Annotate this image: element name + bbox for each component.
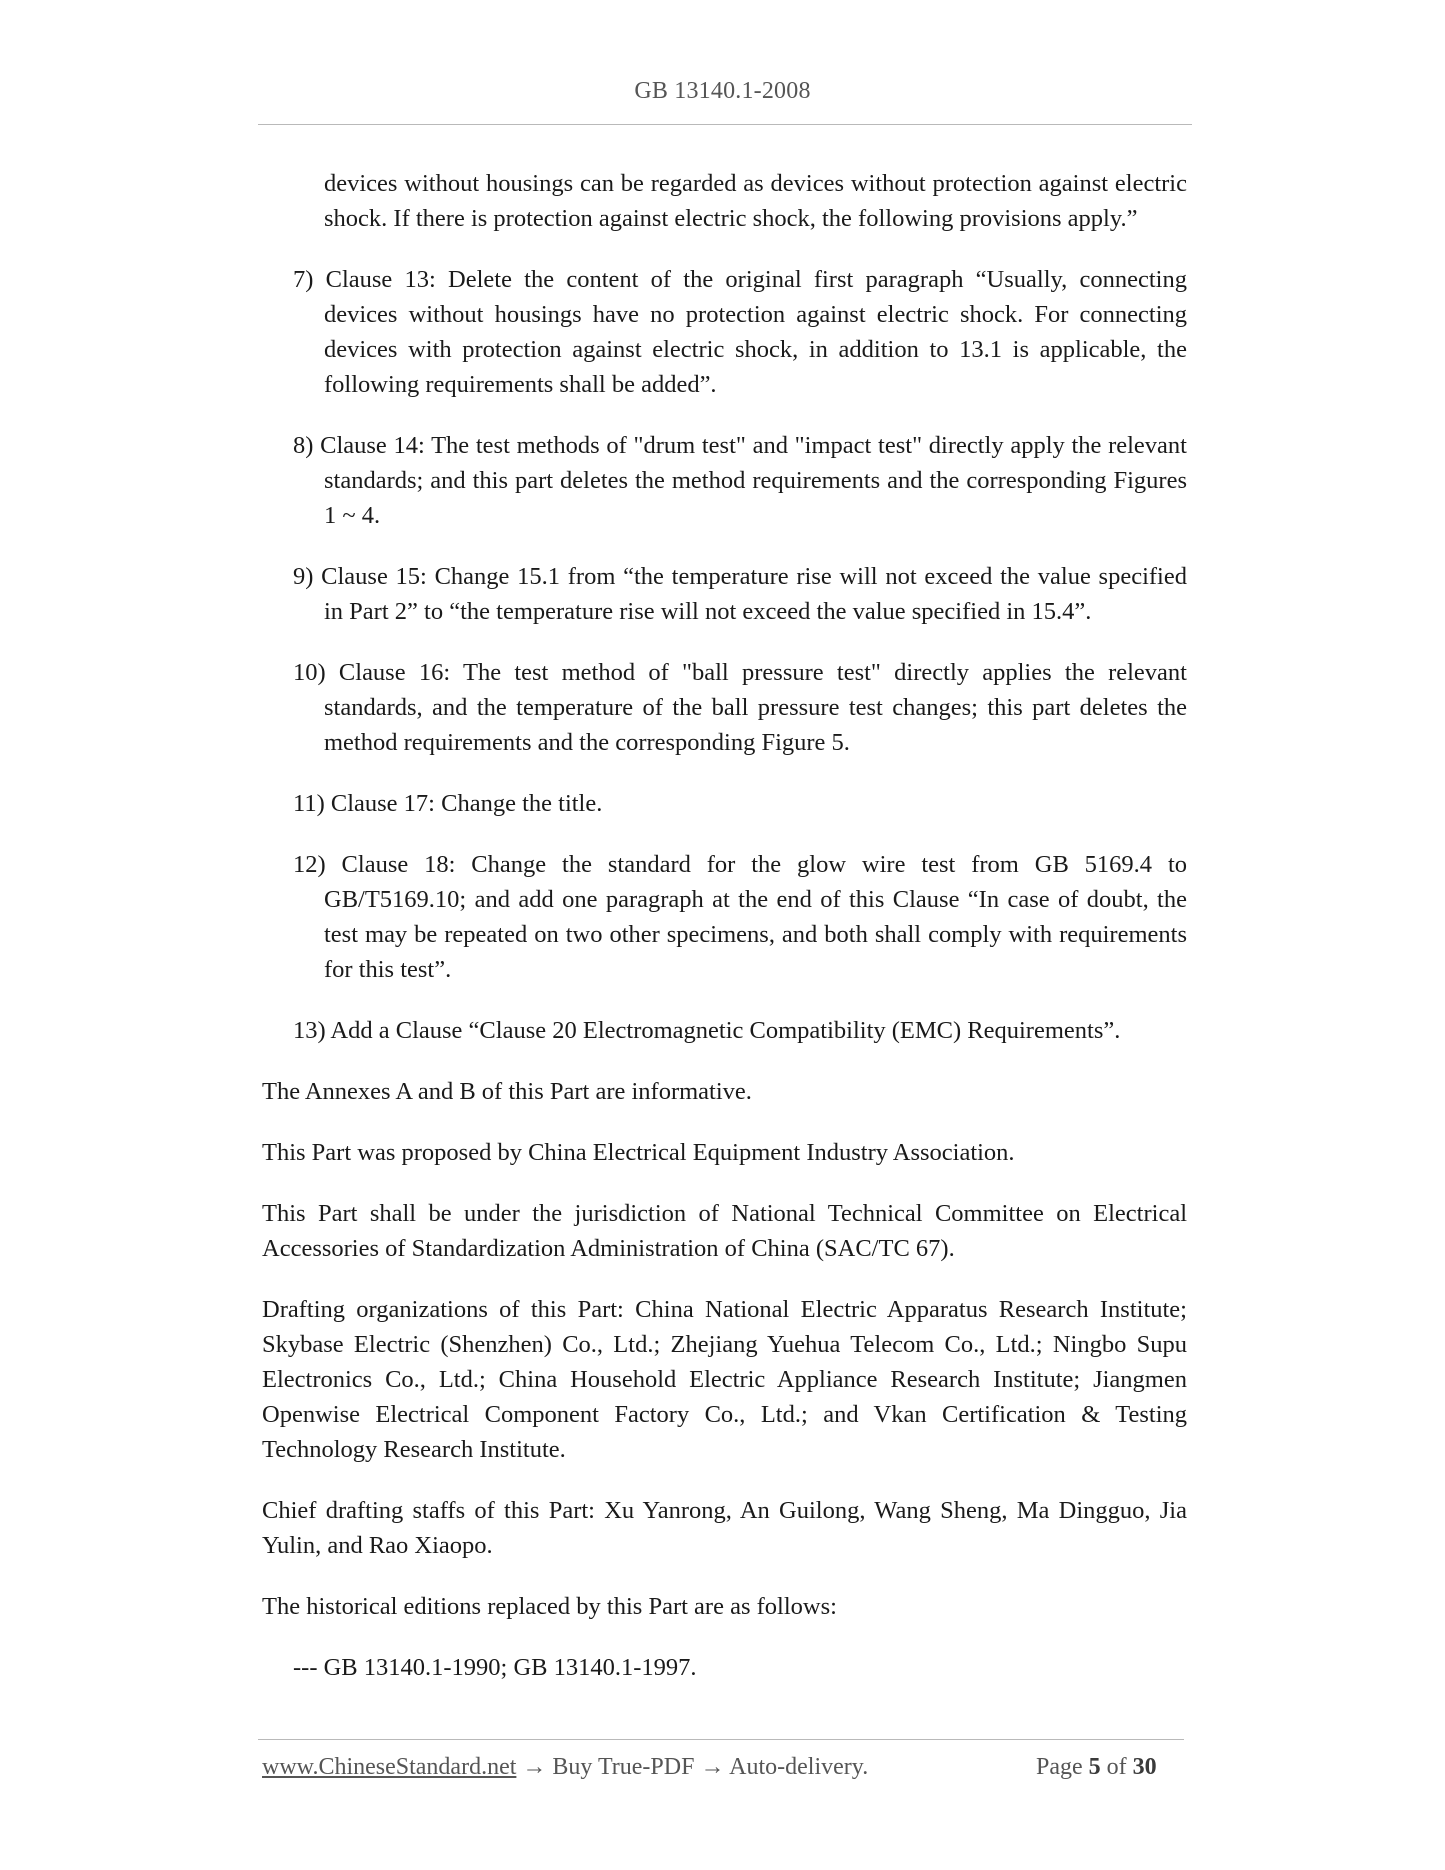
total-pages: 30 (1132, 1754, 1157, 1780)
buy-pdf-text: Buy True-PDF (552, 1754, 695, 1780)
arrow-icon: → (700, 1754, 725, 1780)
of-label: of (1106, 1754, 1127, 1780)
footer-divider (258, 1739, 1184, 1740)
arrow-icon: → (522, 1754, 547, 1780)
footer-promo (262, 1754, 868, 1781)
historical-editions-list: --- GB 13140.1-1990; GB 13140.1-1997. (293, 1654, 697, 1681)
header-divider (258, 124, 1192, 125)
list-item-7: 7) Clause 13: Delete the content of the original first paragraph “Usually, connecting devices without housings have no protection against electric shock. For connecting devices with protection against electric shock, in addition to 13.1 is applicable, the following requirements shall be added”. (293, 266, 1187, 398)
page-number: 5 (1088, 1754, 1101, 1780)
historical-editions-paragraph: The historical editions replaced by this Part are as follows: (262, 1593, 837, 1620)
page-header: GB 13140.1-2008 (634, 78, 811, 104)
list-item-13: 13) Add a Clause “Clause 20 Electromagnetic Compatibility (EMC) Requirements”. (293, 1017, 1121, 1044)
proposed-by-paragraph: This Part was proposed by China Electrical Equipment Industry Association. (262, 1139, 1015, 1166)
auto-delivery-text: Auto-delivery. (729, 1754, 869, 1780)
website-link[interactable]: www.ChineseStandard.net (262, 1754, 517, 1780)
continuation-paragraph: devices without housings can be regarded as devices without protection against electric shock. If there is protection against electric shock, the following provisions apply.” (324, 170, 1187, 232)
annexes-paragraph: The Annexes A and B of this Part are informative. (262, 1078, 752, 1105)
drafting-organizations-paragraph: Drafting organizations of this Part: China National Electric Apparatus Research Institute; Skybase Electric (Shenzhen) Co., Ltd.; Zhejiang Yuehua Telecom Co., Ltd.; Ningbo Supu Electronics Co., Ltd.; China Household Electric Appliance Research Institute; Jiangmen Openwise Electrical Component Factory Co., Ltd.; and Vkan Certification & Testing Technology Research Institute. (262, 1296, 1187, 1463)
list-item-8: 8) Clause 14: The test methods of "drum test" and "impact test" directly apply the relevant standards; and this part deletes the method requirements and the corresponding Figures 1 ~ 4. (293, 432, 1187, 529)
list-item-12: 12) Clause 18: Change the standard for the glow wire test from GB 5169.4 to GB/T5169.10; and add one paragraph at the end of this Clause “In case of doubt, the test may be repeated on two other specimens, and both shall comply with requirements for this test”. (293, 851, 1187, 983)
document-body (262, 166, 1187, 1711)
list-item-11: 11) Clause 17: Change the title. (293, 790, 603, 817)
chief-drafting-staff-paragraph: Chief drafting staffs of this Part: Xu Yanrong, An Guilong, Wang Sheng, Ma Dingguo, Jia Yulin, and Rao Xiaopo. (262, 1497, 1187, 1559)
page-label: Page (1036, 1754, 1083, 1780)
jurisdiction-paragraph: This Part shall be under the jurisdiction of National Technical Committee on Electrical Accessories of Standardization Administration of China (SAC/TC 67). (262, 1200, 1187, 1262)
page-counter (1036, 1754, 1157, 1781)
list-item-10: 10) Clause 16: The test method of "ball pressure test" directly applies the relevant standards, and the temperature of the ball pressure test changes; this part deletes the method requirements and the corresponding Figure 5. (293, 659, 1187, 756)
list-item-9: 9) Clause 15: Change 15.1 from “the temperature rise will not exceed the value specified in Part 2” to “the temperature rise will not exceed the value specified in 15.4”. (293, 563, 1187, 625)
